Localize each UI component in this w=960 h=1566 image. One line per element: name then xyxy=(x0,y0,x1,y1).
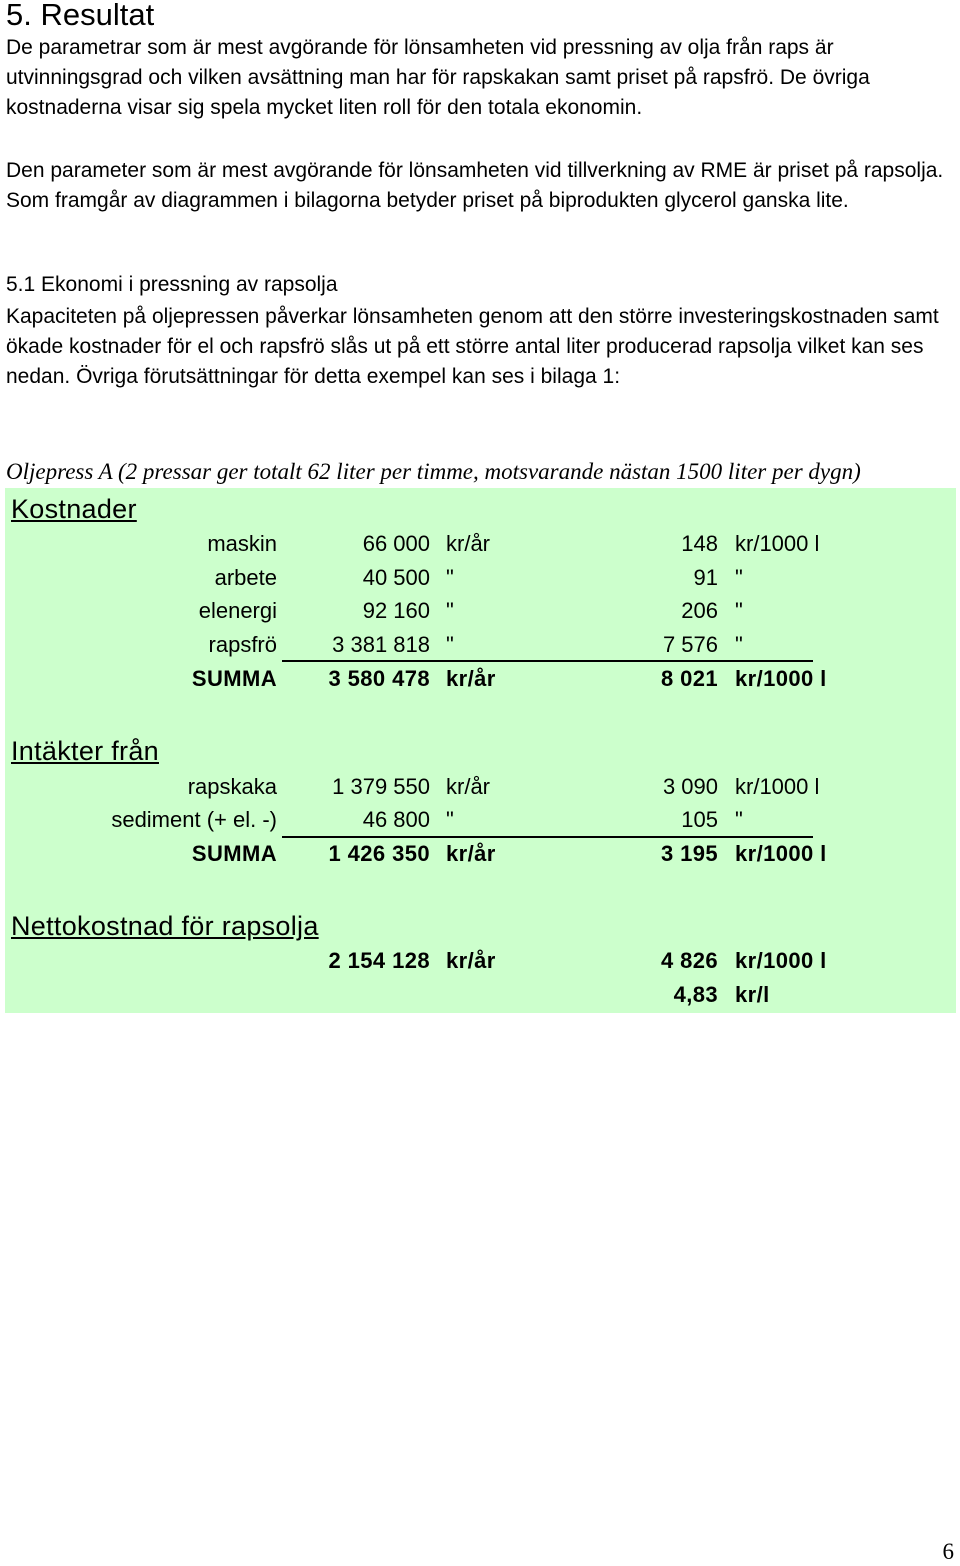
cost-value-liter: 206 xyxy=(681,598,718,623)
cost-value-year: 92 160 xyxy=(362,598,430,623)
cost-unit-year: kr/år xyxy=(446,531,490,556)
income-sum-unit-year: kr/år xyxy=(446,841,496,866)
net-value-liter: 4,83 xyxy=(673,982,718,1007)
cost-value-liter: 7 576 xyxy=(662,632,718,657)
costs-sum-label: SUMMA xyxy=(191,666,277,691)
income-sum-liter: 3 195 xyxy=(660,841,718,866)
capacity-paragraph: Kapaciteten på oljepressen påverkar lönsamheten genom att den större investeringskostnaden samt ökade kostnader för el och rapsfrö slås ut på ett större antal liter producerad rapsolja vilket kan ses nedan. Övriga förutsättningar för detta exempel kan ses i bilaga 1: xyxy=(6,305,939,388)
economics-table xyxy=(5,488,956,1013)
sum-divider xyxy=(282,660,813,662)
cost-unit-year: " xyxy=(446,632,454,657)
net-title: Nettokostnad för rapsolja xyxy=(11,911,319,941)
income-unit-liter: kr/1000 l xyxy=(735,774,820,799)
cost-label: maskin xyxy=(207,531,277,556)
income-sum-unit-liter: kr/1000 l xyxy=(735,841,827,866)
page-heading: 5. Resultat xyxy=(6,0,155,32)
costs-sum-liter: 8 021 xyxy=(660,666,718,691)
costs-sum-year: 3 580 478 xyxy=(328,666,430,691)
net-value-year: 2 154 128 xyxy=(328,948,430,973)
net-unit-liter: kr/l xyxy=(735,982,770,1007)
cost-value-year: 66 000 xyxy=(362,531,430,556)
income-title: Intäkter från xyxy=(11,736,159,766)
income-sum-label: SUMMA xyxy=(191,841,277,866)
net-value-liter1000: 4 826 xyxy=(660,948,718,973)
income-label: sediment (+ el. -) xyxy=(111,807,277,832)
cost-value-liter: 91 xyxy=(693,565,718,590)
page-number: 6 xyxy=(942,1539,954,1564)
net-unit-liter1000: kr/1000 l xyxy=(735,948,827,973)
income-sum-year: 1 426 350 xyxy=(328,841,430,866)
costs-title: Kostnader xyxy=(11,494,137,524)
sum-divider xyxy=(282,836,813,838)
cost-value-year: 40 500 xyxy=(362,565,430,590)
rme-paragraph: Den parameter som är mest avgörande för lönsamheten vid tillverkning av RME är priset på rapsolja. Som framgår av diagrammen i bilagorna betyder priset på biprodukten glycerol ganska lite. xyxy=(6,159,944,212)
table-caption: Oljepress A (2 pressar ger totalt 62 liter per timme, motsvarande nästan 1500 liter per dygn) xyxy=(6,459,861,484)
income-unit-liter: " xyxy=(735,807,743,832)
costs-sum-unit-liter: kr/1000 l xyxy=(735,666,827,691)
cost-label: arbete xyxy=(214,565,277,590)
cost-label: rapsfrö xyxy=(208,632,277,657)
income-unit-year: kr/år xyxy=(446,774,490,799)
income-value-liter: 3 090 xyxy=(662,774,718,799)
cost-unit-liter: " xyxy=(735,632,743,657)
income-value-liter: 105 xyxy=(681,807,718,832)
cost-value-liter: 148 xyxy=(681,531,718,556)
cost-label: elenergi xyxy=(198,598,277,623)
cost-unit-liter: " xyxy=(735,565,743,590)
cost-unit-liter: " xyxy=(735,598,743,623)
cost-unit-liter: kr/1000 l xyxy=(735,531,820,556)
income-label: rapskaka xyxy=(187,774,277,799)
net-unit-year: kr/år xyxy=(446,948,496,973)
intro-paragraph: De parametrar som är mest avgörande för lönsamheten vid pressning av olja från raps är utvinningsgrad och vilken avsättning man har för rapskakan samt priset på rapsfrö. De övriga kostnaderna visar sig spela mycket liten roll för den totala ekonomin. xyxy=(6,36,870,119)
section-subheading: 5.1 Ekonomi i pressning av rapsolja xyxy=(6,273,338,296)
costs-sum-unit-year: kr/år xyxy=(446,666,496,691)
cost-value-year: 3 381 818 xyxy=(332,632,430,657)
income-value-year: 46 800 xyxy=(362,807,430,832)
cost-unit-year: " xyxy=(446,598,454,623)
cost-unit-year: " xyxy=(446,565,454,590)
income-unit-year: " xyxy=(446,807,454,832)
income-value-year: 1 379 550 xyxy=(332,774,430,799)
